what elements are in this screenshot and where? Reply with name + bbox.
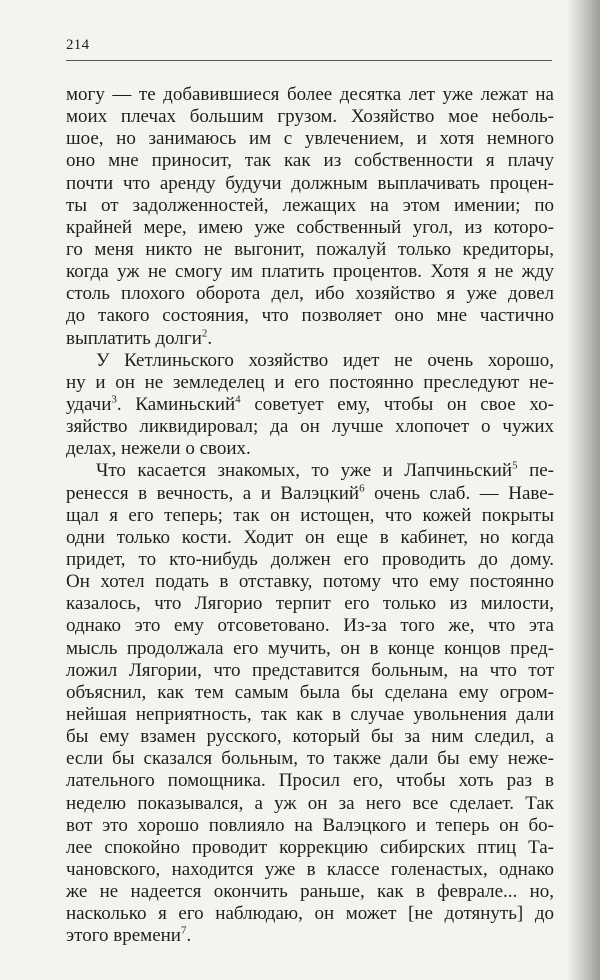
line-text: лательного помощника. Просил его, чтобы хоть раз в [66, 770, 554, 792]
footnote-ref: 3 [111, 393, 117, 406]
line-text: го меня никто не выгонит, пожалуй только кредиторы, [66, 238, 554, 260]
footnote-ref: 2 [201, 327, 208, 340]
line-text: ну и он не земледелец и его постоянно преследуют не- [66, 371, 554, 393]
text-line [66, 615, 554, 637]
line-text-after: . [186, 925, 192, 947]
line-text: щал я его теперь; так он истощен, что кожей покрыты [66, 504, 554, 526]
text-line [66, 84, 554, 106]
line-text: чановского, находится уже в классе голенастых, однако [66, 858, 554, 880]
text-line [66, 173, 554, 195]
text-line [66, 394, 554, 416]
line-text: ренесся в вечность, а и Валэцкий [66, 482, 360, 504]
line-text: выплатить долги [66, 327, 202, 349]
line-text: одни только кости. Ходит он еще в кабинет, но когда [66, 526, 554, 548]
text-line [66, 128, 554, 150]
body-text [66, 84, 554, 947]
line-text: столь плохого оборота дел, ибо хозяйство я уже довел [66, 283, 554, 305]
text-line [66, 328, 554, 350]
running-header [66, 34, 552, 61]
page-binding-shadow [566, 0, 600, 980]
text-line [66, 483, 554, 505]
line-text: мысль продолжала его мучить, он в конце концов пред- [66, 637, 554, 659]
line-text: шое, но занимаюсь им с увлечением, и хотя немного [66, 128, 554, 150]
line-text: вот это хорошо повлияло на Валэцкого и теперь он бо- [66, 814, 554, 836]
line-text: бы ему взамен русского, который бы за ним следил, а [66, 726, 554, 748]
line-text: удачи [66, 393, 112, 415]
footnote-ref: 4 [235, 393, 241, 406]
line-text: насколько я его наблюдаю, он может [не дотянуть] до [66, 903, 554, 925]
text-line [66, 770, 554, 792]
text-line [66, 416, 554, 438]
line-text: почти что аренду будучи должным выплачивать процен- [66, 172, 554, 194]
text-line [66, 571, 554, 593]
text-line [66, 150, 554, 172]
line-text: неделю показывался, а уж он за него все сделает. Так [66, 792, 554, 814]
text-line [66, 283, 554, 305]
line-text: же не надеется окончить раньше, как в феврале... но, [66, 881, 554, 903]
line-text: моих плечах большим грузом. Хозяйство мое неболь- [66, 106, 554, 128]
line-text: придет, то кто-нибудь должен его проводить до дому. [66, 548, 554, 570]
line-text-after: . [207, 327, 213, 349]
text-line [66, 106, 554, 128]
line-text: У Кетлиньского хозяйство идет не очень хорошо, [96, 349, 554, 371]
line-text: оно мне приносит, так как из собственности я плачу [66, 150, 554, 172]
text-line [66, 217, 554, 239]
text-line [66, 527, 554, 549]
text-line [66, 682, 554, 704]
text-line [66, 350, 554, 372]
text-line [66, 793, 554, 815]
text-line [66, 925, 554, 947]
footnote-ref: 6 [359, 482, 365, 495]
line-text-after: пе- [517, 460, 554, 482]
text-line [66, 837, 554, 859]
text-line [66, 460, 554, 482]
text-line [66, 748, 554, 770]
line-text: зяйство ликвидировал; да он лучше хлопочет о чужих [66, 416, 554, 438]
line-text: Он хотел подать в отставку, потому что ему постоянно [66, 571, 554, 593]
line-text-after: советует ему, чтобы он свое хо- [240, 393, 554, 415]
line-text: нейшая неприятность, так как в случае увольнения дали [66, 703, 554, 725]
text-line [66, 704, 554, 726]
line-text-after: очень слаб. — Наве- [364, 482, 555, 504]
line-text: могу — те добавившиеся более десятка лет уже лежат на [66, 84, 554, 105]
text-line [66, 261, 554, 283]
line-text: ты от задолженностей, лежащих на этом имении; по [66, 194, 554, 216]
text-line [66, 549, 554, 571]
line-text: делах, нежели о своих. [66, 438, 251, 460]
line-text: до такого состояния, что позволяет оно мне частично [66, 305, 554, 327]
line-text: когда уж не смогу им платить процентов. Хотя я не жду [66, 261, 554, 283]
line-text: казалось, что Лягорио терпит его только из милости, [66, 593, 554, 615]
text-line [66, 239, 554, 261]
text-line [66, 903, 554, 925]
footnote-ref: 5 [512, 460, 518, 473]
text-line [66, 859, 554, 881]
line-text: однако это ему отсоветовано. Из-за того же, что эта [66, 615, 554, 637]
text-line [66, 815, 554, 837]
line-text: Что касается знакомых, то уже и Лапчиньский [96, 460, 513, 482]
text-line [66, 438, 554, 460]
text-line [66, 638, 554, 660]
page-number: 214 [66, 37, 90, 53]
text-line [66, 726, 554, 748]
line-text: объяснил, как тем самым была бы сделана ему огром- [66, 681, 554, 703]
text-line [66, 660, 554, 682]
footnote-ref: 7 [180, 925, 187, 938]
text-line [66, 505, 554, 527]
line-text: если бы сказался больным, то также дали бы ему неже- [66, 748, 554, 770]
text-line [66, 372, 554, 394]
text-line [66, 305, 554, 327]
line-text: крайней мере, имею уже собственный угол, из которо- [66, 216, 554, 238]
line-text: этого времени [66, 925, 181, 947]
line-text: лее спокойно проводит коррекцию сибирских птиц Та- [66, 836, 554, 858]
text-line [66, 593, 554, 615]
line-text-after: . Каминьский [116, 393, 236, 415]
text-line [66, 881, 554, 903]
line-text: ложил Лягории, что представится больным, на что тот [66, 659, 554, 681]
text-line [66, 195, 554, 217]
